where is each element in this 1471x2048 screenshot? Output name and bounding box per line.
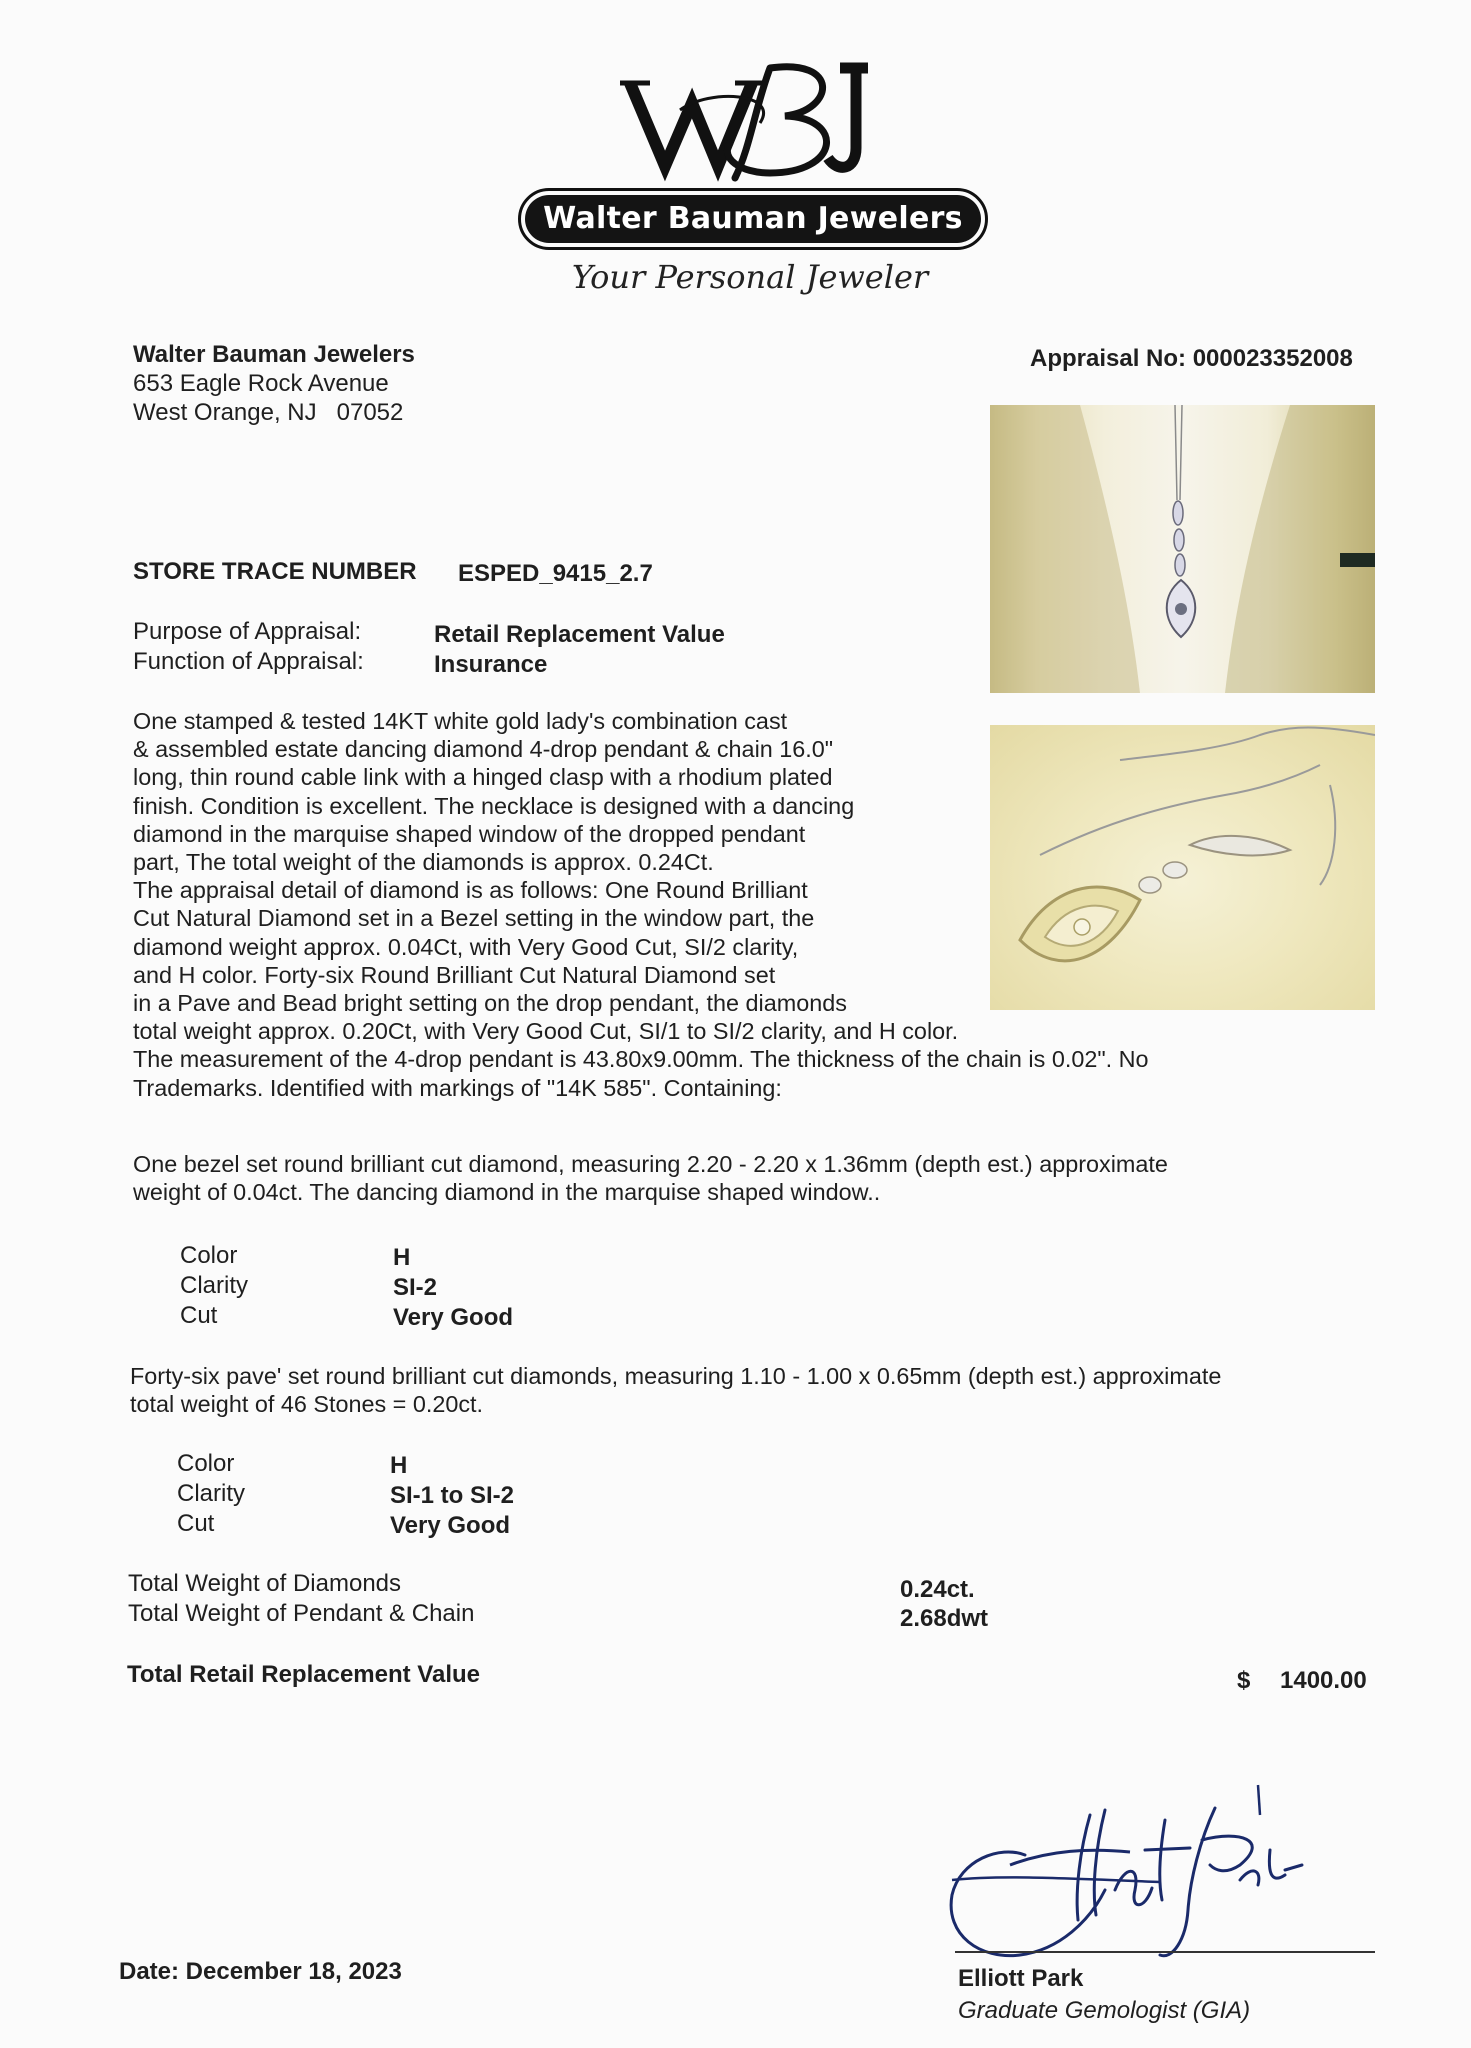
signature-line	[955, 1951, 1375, 1953]
description-line: Trademarks. Identified with markings of "14K 585". Containing:	[133, 1074, 782, 1101]
retail-value-amount: 1400.00	[1280, 1667, 1367, 1694]
store-trace-label: STORE TRACE NUMBER	[133, 558, 417, 585]
total-item-weight-value: 2.68dwt	[900, 1605, 989, 1632]
stone2-clarity-label: Clarity	[177, 1480, 246, 1507]
signature-image	[940, 1770, 1340, 1970]
logo-tagline: Your Personal Jeweler	[571, 258, 929, 296]
description-line: diamond in the marquise shaped window of the dropped pendant	[133, 820, 806, 847]
signer-name: Elliott Park	[958, 1965, 1084, 1992]
stone2-clarity-value: SI-1 to SI-2	[390, 1482, 515, 1509]
store-name: Walter Bauman Jewelers	[133, 341, 415, 368]
center-diamond-description	[133, 1150, 1168, 1206]
purpose-label: Purpose of Appraisal:	[133, 618, 362, 645]
stone1-clarity-value: SI-2	[393, 1274, 438, 1301]
stone-description-line: weight of 0.04ct. The dancing diamond in the marquise shaped window..	[133, 1179, 881, 1205]
description-line: long, thin round cable link with a hinged clasp with a rhodium plated	[133, 764, 833, 791]
retail-value-label: Total Retail Replacement Value	[127, 1661, 481, 1688]
signer-title: Graduate Gemologist (GIA)	[958, 1997, 1251, 2024]
description-line: One stamped & tested 14KT white gold lady's combination cast	[133, 708, 788, 734]
description-line: total weight approx. 0.20Ct, with Very Good Cut, SI/1 to SI/2 clarity, and H color.	[133, 1018, 959, 1045]
appraisal-number: Appraisal No: 000023352008	[1030, 345, 1353, 372]
function-value: Insurance	[434, 651, 548, 678]
purpose-value: Retail Replacement Value	[434, 621, 725, 648]
store-street: 653 Eagle Rock Avenue	[133, 370, 389, 397]
description-line: The appraisal detail of diamond is as follows: One Round Brilliant	[133, 877, 808, 904]
description-line: in a Pave and Bead bright setting on the drop pendant, the diamonds	[133, 990, 847, 1017]
stone2-cut-value: Very Good	[390, 1512, 511, 1539]
company-logo	[500, 48, 1000, 308]
stone-description-line: Forty-six pave' set round brilliant cut diamonds, measuring 1.10 - 1.00 x 0.65mm (depth est.) approximate	[130, 1363, 1222, 1389]
stone2-color-value: H	[390, 1452, 408, 1479]
stone1-cut-value: Very Good	[393, 1304, 514, 1331]
description-line: Cut Natural Diamond set in a Bezel setting in the window part, the	[133, 905, 815, 932]
appraisal-date: Date: December 18, 2023	[119, 1958, 402, 1985]
pave-diamonds-description	[130, 1362, 1221, 1418]
store-city: West Orange, NJ 07052	[133, 399, 404, 426]
stone1-cut-label: Cut	[180, 1302, 218, 1329]
retail-value-currency: $	[1237, 1667, 1251, 1694]
description-line: finish. Condition is excellent. The necklace is designed with a dancing	[133, 792, 855, 819]
description-line: The measurement of the 4-drop pendant is 43.80x9.00mm. The thickness of the chain is 0.02". No	[133, 1046, 1149, 1073]
description-line: & assembled estate dancing diamond 4-drop pendant & chain 16.0"	[133, 736, 834, 763]
stone-description-line: total weight of 46 Stones = 0.20ct.	[130, 1391, 484, 1417]
total-diamond-weight-label: Total Weight of Diamonds	[128, 1570, 402, 1597]
store-address	[133, 340, 415, 427]
function-label: Function of Appraisal:	[133, 648, 364, 675]
stone1-color-label: Color	[180, 1242, 238, 1269]
stone1-color-value: H	[393, 1244, 411, 1271]
logo-badge-text: Walter Bauman Jewelers	[525, 195, 981, 243]
stone1-clarity-label: Clarity	[180, 1272, 249, 1299]
stone-description-line: One bezel set round brilliant cut diamond, measuring 2.20 - 2.20 x 1.36mm (depth est.) approximate	[133, 1151, 1168, 1177]
description-line: and H color. Forty-six Round Brilliant Cut Natural Diamond set	[133, 961, 776, 988]
description-line: part, The total weight of the diamonds is approx. 0.24Ct.	[133, 849, 714, 876]
wbj-monogram-logo	[620, 48, 880, 188]
item-description	[133, 707, 1283, 1102]
pendant-photo-on-display	[990, 405, 1375, 693]
store-trace-value: ESPED_9415_2.7	[458, 560, 653, 587]
stone2-color-label: Color	[177, 1450, 235, 1477]
pendant-display-image	[990, 405, 1375, 693]
stone2-cut-label: Cut	[177, 1510, 215, 1537]
total-diamond-weight-value: 0.24ct.	[900, 1576, 975, 1603]
description-line: diamond weight approx. 0.04Ct, with Very Good Cut, SI/2 clarity,	[133, 933, 799, 960]
total-item-weight-label: Total Weight of Pendant & Chain	[128, 1600, 475, 1627]
logo-badge	[518, 188, 988, 250]
